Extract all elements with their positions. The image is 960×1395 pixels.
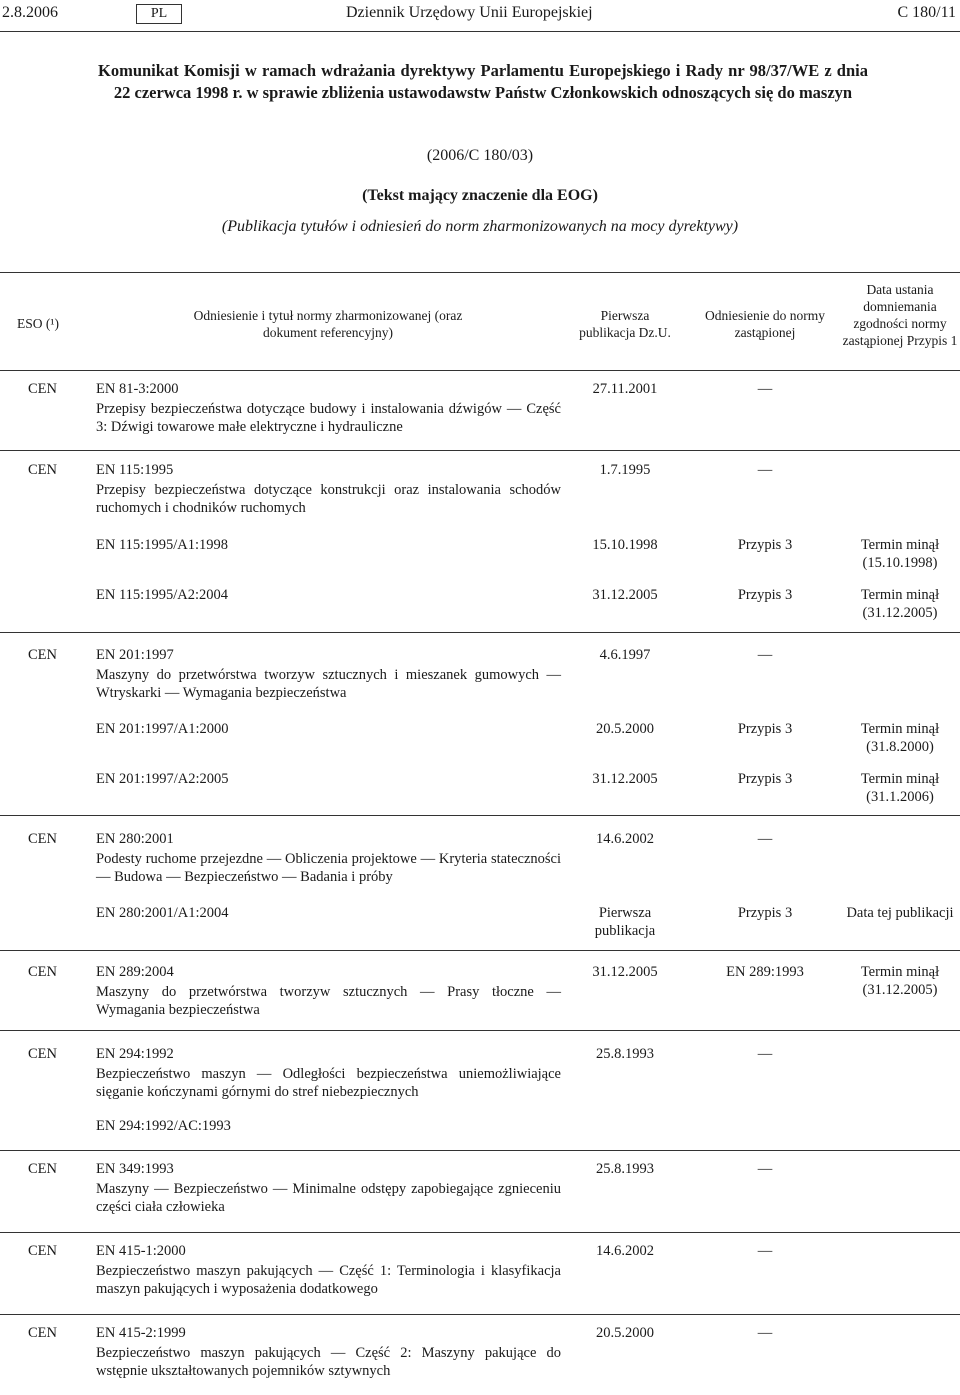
eso-cell: CEN — [28, 381, 57, 397]
row-group-rule — [0, 1232, 960, 1233]
first-publication-date: 31.12.2005 — [592, 587, 658, 603]
first-publication-date: 4.6.1997 — [599, 647, 651, 663]
eso-cell: CEN — [28, 462, 57, 478]
header-date: 2.8.2006 — [2, 4, 58, 21]
eso-cell: CEN — [28, 1161, 57, 1177]
first-publication-date: 20.5.2000 — [596, 1325, 654, 1341]
standard-reference: EN 415-2:1999 — [96, 1325, 186, 1341]
column-header-eso: ESO (¹) — [17, 316, 59, 331]
superseded-standard: Przypis 3 — [737, 771, 793, 787]
superseded-standard: — — [757, 381, 773, 397]
header-rule — [0, 31, 960, 32]
first-publication-date: 20.5.2000 — [596, 721, 654, 737]
standard-reference: EN 115:1995 — [96, 462, 174, 478]
cessation-date: Termin minął (31.12.2005) — [860, 964, 940, 998]
standard-reference: EN 81-3:2000 — [96, 381, 179, 397]
journal-name: Dziennik Urzędowy Unii Europejskiej — [346, 4, 593, 21]
cessation-date: Termin minął (15.10.1998) — [860, 537, 940, 571]
first-publication-date: 25.8.1993 — [596, 1046, 654, 1062]
first-publication-date: 14.6.2002 — [596, 831, 654, 847]
superseded-standard: Przypis 3 — [737, 587, 793, 603]
standard-reference: EN 294:1992 — [96, 1046, 174, 1062]
table-top-rule — [0, 272, 960, 273]
standard-reference: EN 201:1997/A1:2000 — [96, 721, 229, 737]
column-header-superseded-standard: Odniesienie do normy zastąpionej — [705, 308, 825, 340]
standard-reference: EN 115:1995/A1:1998 — [96, 537, 228, 553]
superseded-standard: — — [757, 647, 773, 663]
superseded-standard: EN 289:1993 — [726, 964, 804, 980]
standard-reference: EN 201:1997/A2:2005 — [96, 771, 229, 787]
standard-reference: EN 280:2001 — [96, 831, 174, 847]
column-header-reference: Odniesienie i tytuł normy zharmonizowanej (oraz dokument referencyjny) — [193, 308, 463, 340]
row-group-rule — [0, 950, 960, 951]
first-publication-date: 31.12.2005 — [592, 771, 658, 787]
standard-title: Bezpieczeństwo maszyn pakujących — Część 2: Maszyny pakujące do wstępnie ukształtowanych pojemników sztywnych — [96, 1345, 561, 1379]
first-publication-date: 31.12.2005 — [592, 964, 658, 980]
superseded-standard: Przypis 3 — [737, 537, 793, 553]
superseded-standard: — — [757, 1243, 773, 1259]
document-title: Komunikat Komisji w ramach wdrażania dyrektywy Parlamentu Europejskiego i Rady nr 98/37/WE z dnia 22 czerwca 1998 r. w sprawie zbliżenia ustawodawstw Państw Członkowskich odnoszących się do maszyn — [98, 61, 868, 102]
first-publication-date: 1.7.1995 — [599, 462, 651, 478]
eso-cell: CEN — [28, 831, 57, 847]
standard-title: Maszyny — Bezpieczeństwo — Minimalne odstępy zapobiegające zgnieceniu części ciała człowieka — [96, 1181, 561, 1215]
eso-cell: CEN — [28, 647, 57, 663]
superseded-standard: — — [757, 1046, 773, 1062]
language-box: PL — [136, 4, 182, 24]
row-group-rule — [0, 1150, 960, 1151]
standard-title: Przepisy bezpieczeństwa dotyczące budowy i instalowania dźwigów — Część 3: Dźwigi towarowe małe elektryczne i hydrauliczne — [96, 401, 561, 435]
cessation-date: Data tej publikacji — [846, 905, 954, 921]
superseded-standard: — — [757, 1325, 773, 1341]
standard-title: Maszyny do przetwórstwa tworzyw sztucznych i mieszanek gumowych — Wtryskarki — Wymagania bezpieczeństwa — [96, 667, 561, 701]
first-publication-date: 25.8.1993 — [596, 1161, 654, 1177]
standard-title: Maszyny do przetwórstwa tworzyw sztucznych — Prasy tłoczne — Wymagania bezpieczeństwa — [96, 984, 561, 1018]
eso-cell: CEN — [28, 1046, 57, 1062]
superseded-standard: — — [757, 1161, 773, 1177]
superseded-standard: — — [757, 831, 773, 847]
eso-cell: CEN — [28, 1243, 57, 1259]
standard-reference: EN 280:2001/A1:2004 — [96, 905, 229, 921]
first-publication-date: Pierwsza publikacja — [594, 905, 656, 939]
document-number: (2006/C 180/03) — [426, 147, 534, 164]
first-publication-date: 14.6.2002 — [596, 1243, 654, 1259]
standard-reference: EN 289:2004 — [96, 964, 174, 980]
standard-reference: EN 349:1993 — [96, 1161, 174, 1177]
row-group-rule — [0, 815, 960, 816]
cessation-date: Termin minął (31.12.2005) — [860, 587, 940, 621]
header-bottom-rule — [0, 370, 960, 371]
eea-relevance: (Tekst mający znaczenie dla EOG) — [362, 187, 598, 204]
standard-title: Bezpieczeństwo maszyn — Odległości bezpieczeństwa uniemożliwiające sięganie kończynami górnymi do stref niebezpiecznych — [96, 1066, 561, 1100]
first-publication-date: 27.11.2001 — [592, 381, 658, 397]
superseded-standard: — — [757, 462, 773, 478]
publication-note: (Publikacja tytułów i odniesień do norm zharmonizowanych na mocy dyrektywy) — [221, 218, 739, 235]
eso-cell: CEN — [28, 964, 57, 980]
standard-title: Podesty ruchome przejezdne — Obliczenia projektowe — Kryteria stateczności — Budowa — Bezpieczeństwo — Badania i próby — [96, 851, 561, 885]
cessation-date: Termin minął (31.8.2000) — [860, 721, 940, 755]
standard-reference: EN 294:1992/AC:1993 — [96, 1118, 231, 1134]
superseded-standard: Przypis 3 — [737, 721, 793, 737]
row-group-rule — [0, 632, 960, 633]
row-group-rule — [0, 450, 960, 451]
standard-reference: EN 415-1:2000 — [96, 1243, 186, 1259]
standard-title: Bezpieczeństwo maszyn pakujących — Część 1: Terminologia i klasyfikacja maszyn pakujących i wyposażenia dodatkowego — [96, 1263, 561, 1297]
eso-cell: CEN — [28, 1325, 57, 1341]
row-group-rule — [0, 1314, 960, 1315]
issue-reference: C 180/11 — [897, 4, 956, 21]
column-header-first-publication: Pierwsza publikacja Dz.U. — [579, 308, 671, 340]
cessation-date: Termin minął (31.1.2006) — [860, 771, 940, 805]
column-header-cessation-date: Data ustania domniemania zgodności normy zastąpionej Przypis 1 — [842, 282, 958, 348]
standard-title: Przepisy bezpieczeństwa dotyczące konstrukcji oraz instalowania schodów ruchomych i chodników ruchomych — [96, 482, 561, 516]
superseded-standard: Przypis 3 — [737, 905, 793, 921]
standard-reference: EN 201:1997 — [96, 647, 174, 663]
page-header — [0, 0, 960, 30]
first-publication-date: 15.10.1998 — [592, 537, 658, 553]
standard-reference: EN 115:1995/A2:2004 — [96, 587, 228, 603]
row-group-rule — [0, 1030, 960, 1031]
